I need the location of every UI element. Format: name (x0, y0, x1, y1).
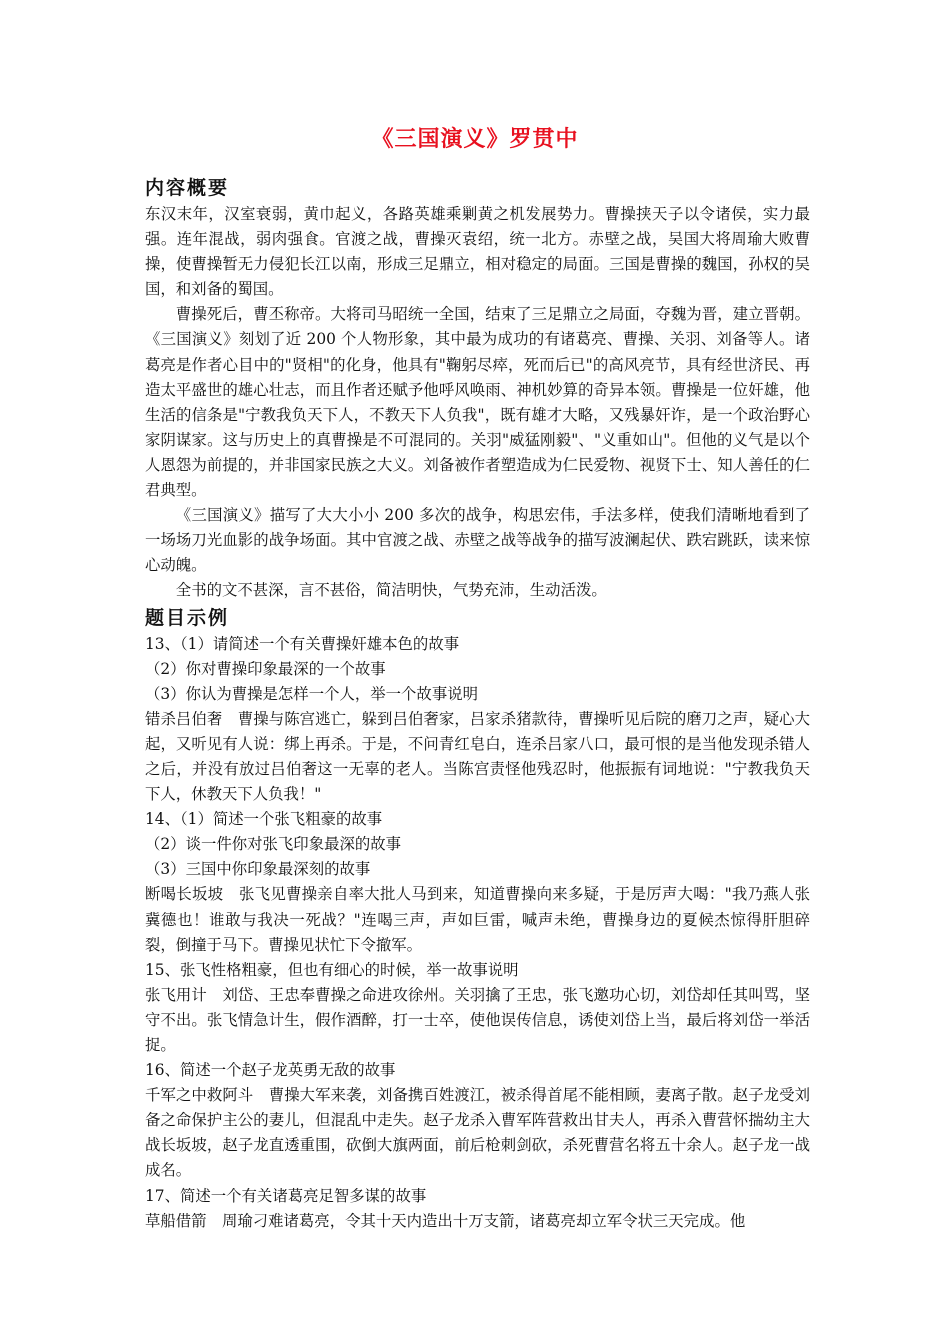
summary-paragraph-3: 《三国演义》描写了大大小小 200 多次的战争，构思宏伟，手法多样，使我们清晰地看到了一场场刀光血影的战争场面。其中官渡之战、赤壁之战等战争的描写波澜起伏、跌宕跳跃，读来惊心动魄。 (145, 506, 810, 575)
answer-paragraph: 千军之中救阿斗 曹操大军来袭，刘备携百姓渡江，被杀得首尾不能相顾，妻离子散。赵子龙受刘备之命保护主公的妻儿，但混乱中走失。赵子龙杀入曹军阵营救出甘夫人，再杀入曹营怀揣幼主大战长坂坡，赵子龙直透重围，砍倒大旗两面，前后枪刺剑砍，杀死曹营名将五十余人。赵子龙一战成名。 (145, 1086, 810, 1180)
section-heading-examples: 题目示例 (145, 606, 230, 629)
question-line: 14、（1）简述一个张飞粗豪的故事 (145, 810, 383, 829)
answer-paragraph: 张飞用计 刘岱、王忠奉曹操之命进攻徐州。关羽擒了王忠，张飞邀功心切，刘岱却任其叫骂，坚守不出。张飞情急计生，假作酒醉，打一士卒，使他误传信息，诱使刘岱上当，最后将刘岱一举活捉。 (145, 985, 810, 1054)
summary-paragraph-2: 曹操死后，曹丕称帝。大将司马昭统一全国，结束了三足鼎立之局面，夺魏为晋，建立晋朝。《三国演义》刻划了近 200 个人物形象，其中最为成功的有诸葛亮、曹操、关羽、刘备等人。诸葛亮是作者心目中的"贤相"的化身，他具有"鞠躬尽瘁，死而后已"的高风亮节，具有经世济民、再造太平盛世的雄心壮志，而且作者还赋予他呼风唤雨、神机妙算的奇异本领。曹操是一位奸雄，他生活的信条是"宁教我负天下人，不教天下人负我"，既有雄才大略，又残暴奸诈，是一个政治野心家阴谋家。这与历史上的真曹操是不可混同的。关羽"威猛刚毅"、"义重如山"。但他的义气是以个人恩怨为前提的，并非国家民族之大义。刘备被作者塑造成为仁民爱物、视贤下士、知人善任的仁君典型。 (145, 305, 810, 500)
question-line: 16、简述一个赵子龙英勇无敌的故事 (145, 1061, 396, 1080)
document-body (145, 174, 810, 1234)
summary-paragraph-1: 东汉末年，汉室衰弱，黄巾起义，各路英雄乘剿黄之机发展势力。曹操挟天子以令诸侯，实力最强。连年混战，弱肉强食。官渡之战，曹操灭袁绍，统一北方。赤壁之战，吴国大将周瑜大败曹操，使曹操暂无力侵犯长江以南，形成三足鼎立，相对稳定的局面。三国是曹操的魏国，孙权的吴国，和刘备的蜀国。 (145, 205, 810, 299)
section-heading-summary: 内容概要 (145, 177, 230, 199)
question-line: （2）你对曹操印象最深的一个故事 (145, 659, 386, 678)
answer-paragraph: 断喝长坂坡 张飞见曹操亲自率大批人马到来，知道曹操向来多疑，于是厉声大喝："我乃燕人张冀德也！谁敢与我决一死战？"连喝三声，声如巨雷，喊声未绝，曹操身边的夏候杰惊得肝胆碎裂，倒撞于马下。曹操见状忙下令撤军。 (145, 885, 810, 954)
question-line: （3）你认为曹操是怎样一个人，举一个故事说明 (145, 684, 478, 703)
question-line: 15、张飞性格粗豪，但也有细心的时候，举一故事说明 (145, 960, 519, 979)
question-line: （2）谈一件你对张飞印象最深的故事 (145, 835, 402, 854)
answer-paragraph: 错杀吕伯奢 曹操与陈宫逃亡，躲到吕伯奢家，吕家杀猪款待，曹操听见后院的磨刀之声，疑心大起，又听见有人说：绑上再杀。于是，不问青红皂白，连杀吕家八口，最可恨的是当他发现杀错人之后，并没有放过吕伯奢这一无辜的老人。当陈宫责怪他残忍时，他振振有词地说："宁教我负天下人，休教天下人负我！" (145, 709, 810, 804)
document-title: 《三国演义》罗贯中 (371, 126, 579, 152)
answer-paragraph: 草船借箭 周瑜刁难诸葛亮，令其十天内造出十万支箭，诸葛亮却立军令状三天完成。他 (145, 1211, 746, 1230)
summary-paragraph-4: 全书的文不甚深，言不甚俗，简洁明快，气势充沛，生动活泼。 (175, 581, 607, 600)
question-line: 17、简述一个有关诸葛亮足智多谋的故事 (145, 1186, 427, 1205)
question-line: 13、（1）请简述一个有关曹操奸雄本色的故事 (145, 634, 460, 653)
question-line: （3）三国中你印象最深刻的故事 (145, 860, 371, 879)
